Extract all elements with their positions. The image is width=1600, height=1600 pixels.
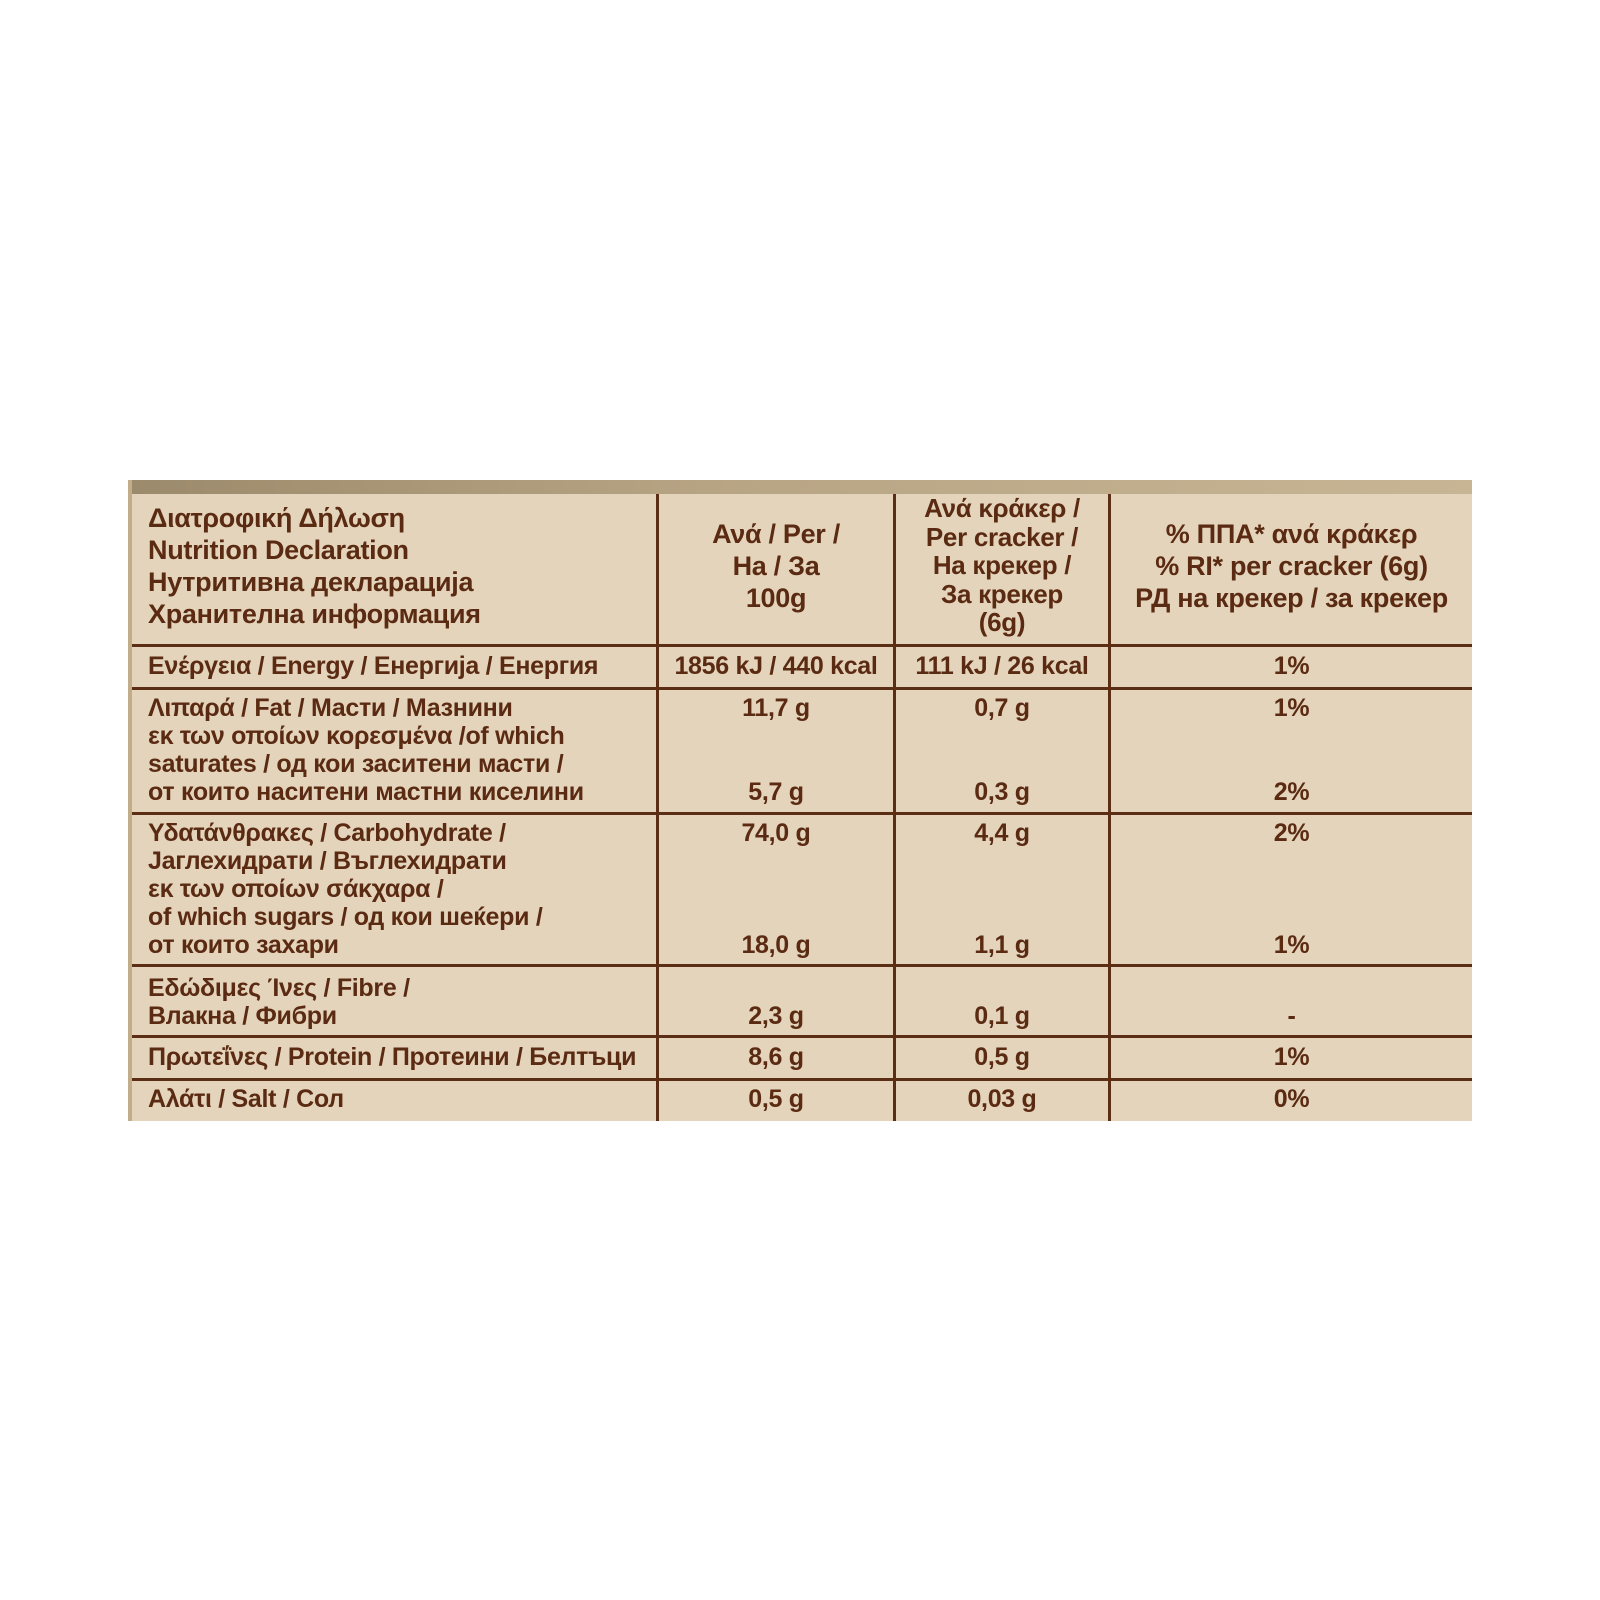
label-line: εκ των οποίων κορεσμένα /of which [148,722,565,750]
saturates-per-cracker: 0,3 g [974,778,1030,806]
row-divider [132,1035,1472,1038]
fibre-per-cracker: 0,1 g [974,1002,1030,1030]
protein-ri: 1% [1273,1043,1310,1071]
energy-per-cracker: 111 kJ / 26 kcal [915,652,1089,680]
salt-per-cracker: 0,03 g [967,1085,1037,1113]
row-divider [132,644,1472,647]
header-line: За крекер [941,578,1063,609]
header-title-line: Хранителна информация [148,599,481,629]
row-divider [132,812,1472,815]
carbohydrate-per-100g: 74,0 g [741,819,811,847]
label-line: Јаглехидрати / Въглехидрати [148,847,507,875]
energy-ri: 1% [1273,652,1310,680]
sugars-per-100g: 18,0 g [741,931,811,959]
row-label-fibre [148,974,410,1030]
fat-ri: 1% [1273,694,1310,722]
header-line: Ανά / Per / [712,519,840,549]
row-label-fat [148,694,584,806]
header-line: 100g [745,583,807,613]
header-title [148,502,481,630]
header-line: На / За [732,551,820,581]
header-per-cracker [896,494,1108,637]
row-divider [132,687,1472,690]
nutrition-table [128,480,1472,1121]
fibre-per-100g: 2,3 g [748,1002,804,1030]
salt-ri: 0% [1273,1085,1310,1113]
header-line: (6g) [978,607,1026,637]
label-line: εκ των οποίων σάκχαρα / [148,875,444,903]
row-divider [132,964,1472,967]
header-line: На крекер / [932,550,1072,580]
fibre-ri: - [1287,1002,1296,1030]
fat-per-100g: 11,7 g [742,694,810,722]
protein-per-100g: 8,6 g [748,1043,804,1071]
header-per-100g [659,518,893,614]
saturates-per-100g: 5,7 g [748,778,804,806]
sugars-per-cracker: 1,1 g [974,931,1030,959]
header-title-line: Διατροφική Δήλωση [148,503,405,533]
label-line: Λιπαρά / Fat / Масти / Мазнини [148,694,513,722]
label-line: saturates / од кои заситени масти / [148,750,564,778]
label-line: Влакна / Фибри [148,1002,337,1030]
saturates-ri: 2% [1273,778,1310,806]
header-ri [1111,518,1472,614]
header-line: % ΠΠΑ* ανά κράκερ [1165,519,1418,549]
fat-per-cracker: 0,7 g [974,694,1030,722]
carbohydrate-ri: 2% [1273,819,1310,847]
row-divider [132,1078,1472,1081]
row-label-protein: Πρωτεΐνες / Protein / Протеини / Белтъци [148,1043,637,1071]
label-line: Εδώδιμες Ίνες / Fibre / [148,974,410,1002]
row-label-energy: Ενέργεια / Energy / Енергија / Енергия [148,652,599,680]
carbohydrate-per-cracker: 4,4 g [974,819,1030,847]
label-line: от които наситени мастни киселини [148,778,584,806]
left-border [128,480,132,1121]
salt-per-100g: 0,5 g [748,1085,804,1113]
row-label-salt: Αλάτι / Salt / Сол [148,1085,344,1113]
label-line: of which sugars / од кои шеќери / [148,903,543,931]
energy-per-100g: 1856 kJ / 440 kcal [674,652,878,680]
protein-per-cracker: 0,5 g [974,1043,1030,1071]
header-line: % RI* per cracker (6g) [1155,551,1428,581]
row-label-carbohydrate [148,819,542,959]
header-title-line: Nutrition Declaration [148,535,409,565]
header-line: РД на крекер / за крекер [1135,583,1448,613]
sugars-ri: 1% [1273,931,1310,959]
label-line: от които захари [148,931,339,959]
label-line: Υδατάνθρακες / Carbohydrate / [148,819,506,847]
top-border [128,480,1472,494]
header-line: Per cracker / [925,521,1079,552]
header-title-line: Нутритивна декларација [148,567,474,597]
header-line: Ανά κράκερ / [924,493,1080,523]
